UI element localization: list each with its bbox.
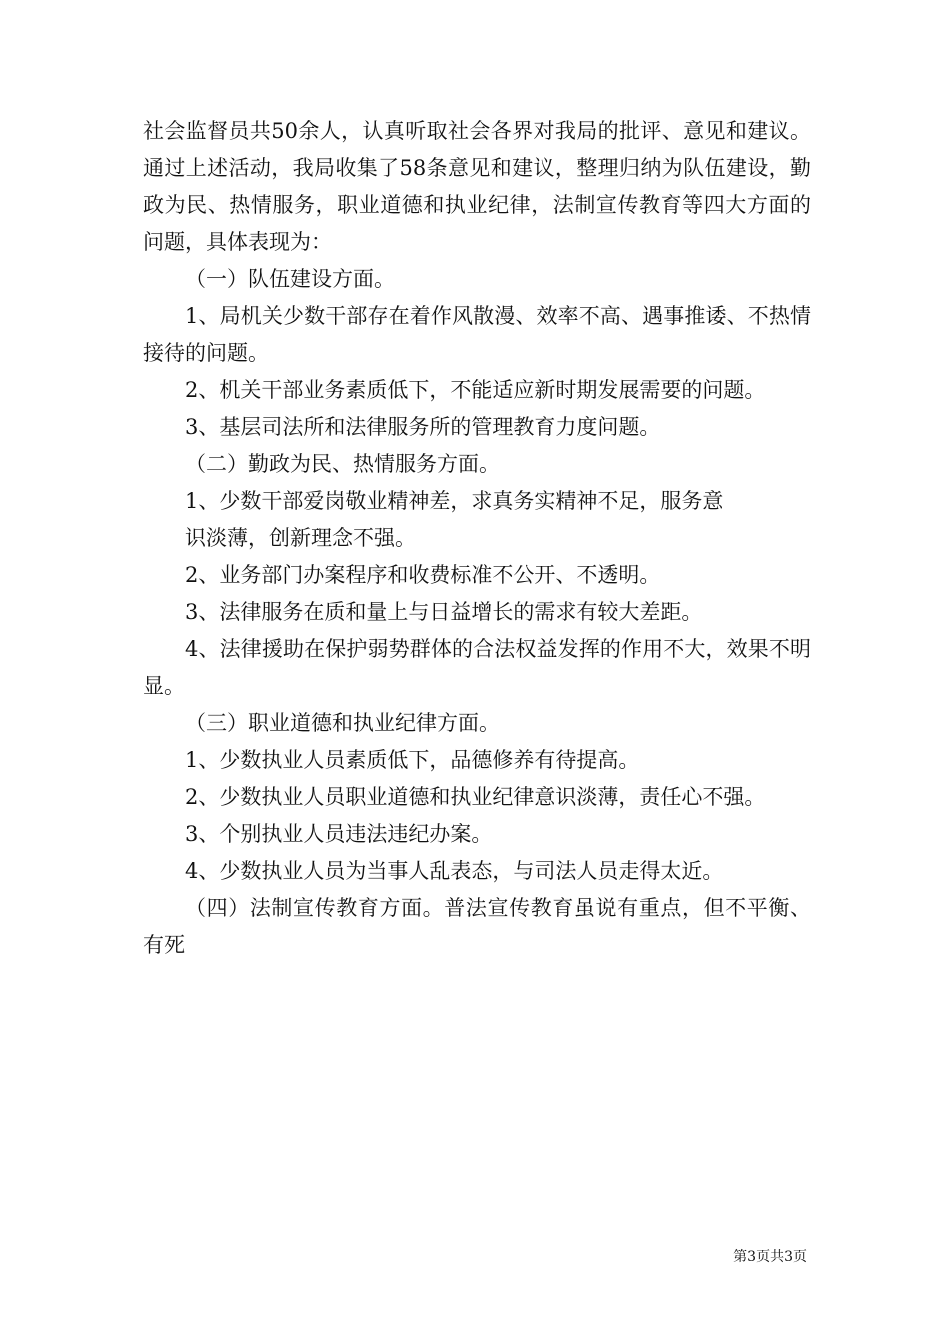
list-item: 1、少数干部爱岗敬业精神差，求真务实精神不足，服务意	[185, 489, 724, 513]
list-item: 2、少数执业人员职业道德和执业纪律意识淡薄，责任心不强。	[185, 785, 766, 809]
list-item: 3、基层司法所和法律服务所的管理教育力度问题。	[185, 415, 661, 439]
section-heading-2: （二）勤政为民、热情服务方面。	[185, 452, 500, 476]
page-number: 第3页共3页	[733, 1249, 807, 1265]
list-item: 2、机关干部业务素质低下，不能适应新时期发展需要的问题。	[185, 378, 766, 402]
section-heading-3: （三）职业道德和执业纪律方面。	[185, 711, 500, 735]
section-heading-4: （四）法制宣传教育方面。普法宣传教育虽说有重点，但不平衡、有死	[143, 896, 811, 957]
list-item-continuation: 识淡薄，创新理念不强。	[185, 526, 416, 550]
list-item: 3、个别执业人员违法违纪办案。	[185, 822, 493, 846]
section-heading-1: （一）队伍建设方面。	[185, 267, 395, 291]
list-item: 4、少数执业人员为当事人乱表态，与司法人员走得太近。	[185, 859, 724, 883]
list-item: 1、少数执业人员素质低下，品德修养有待提高。	[185, 748, 640, 772]
list-item: 1、局机关少数干部存在着作风散漫、效率不高、遇事推诿、不热情接待的问题。	[143, 304, 811, 365]
list-item: 4、法律援助在保护弱势群体的合法权益发挥的作用不大，效果不明显。	[143, 637, 811, 698]
list-item: 3、法律服务在质和量上与日益增长的需求有较大差距。	[185, 600, 703, 624]
list-item: 2、业务部门办案程序和收费标准不公开、不透明。	[185, 563, 661, 587]
paragraph-intro: 社会监督员共50余人，认真听取社会各界对我局的批评、意见和建议。通过上述活动，我局收集了58条意见和建议，整理归纳为队伍建设，勤政为民、热情服务，职业道德和执业纪律，法制宣传教育等四大方面的问题，具体表现为：	[143, 119, 811, 254]
document-body	[143, 113, 811, 964]
